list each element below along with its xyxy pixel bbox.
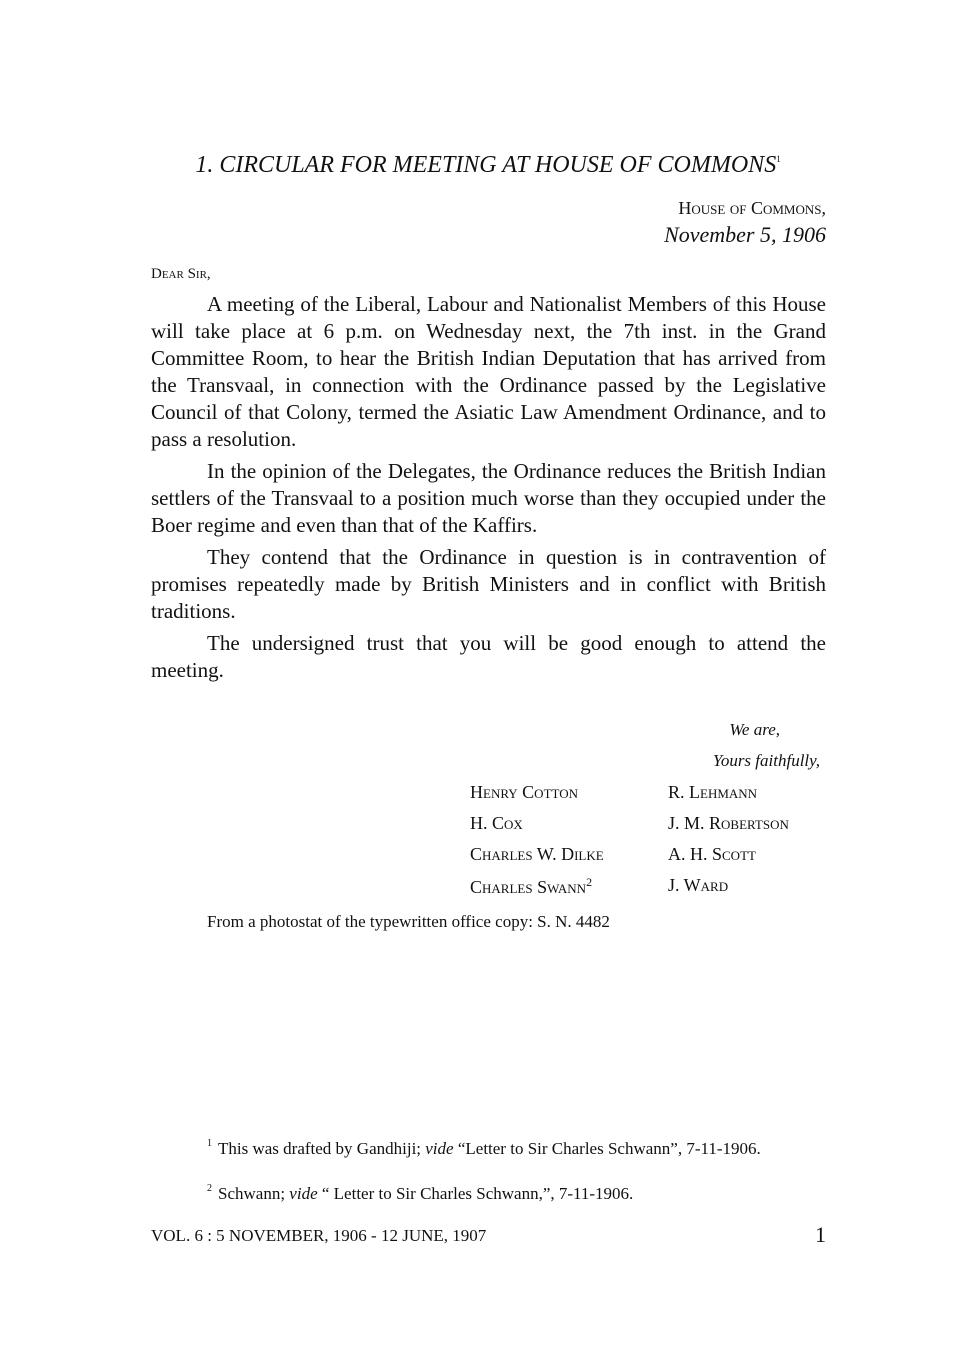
title-text: 1. CIRCULAR FOR MEETING AT HOUSE OF COMMONS bbox=[195, 152, 777, 178]
footnote-1-vide: vide bbox=[425, 1139, 454, 1158]
footnote-2-post: “ Letter to Sir Charles Schwann,”, 7-11-1906. bbox=[317, 1184, 634, 1203]
footnote-2-pre: Schwann; bbox=[218, 1184, 290, 1203]
footnote-1-post: “Letter to Sir Charles Schwann”, 7-11-1906. bbox=[453, 1139, 761, 1158]
signatory-left-4-name: Charles Swann bbox=[470, 877, 587, 897]
footnote-1 bbox=[151, 1133, 826, 1160]
salutation: Dear Sir, bbox=[151, 266, 211, 282]
closing-yours-faithfully: Yours faithfully, bbox=[712, 751, 820, 770]
paragraph-1: A meeting of the Liberal, Labour and Nationalist Members of this House will take place at 6 p.m. on Wednesday next, the 7th inst. in the Grand Committee Room, to hear the British Indian Deputation that has arrived from the Transvaal, in connection with the Ordinance passed by the Legislative Council of that Colony, termed the Asiatic Law Amendment Ordinance, and to pass a resolution. bbox=[151, 292, 826, 451]
letter-date: November 5, 1906 bbox=[664, 222, 826, 247]
paragraph-2: In the opinion of the Delegates, the Ordinance reduces the British Indian settlers of the Transvaal to a position much worse than they occupied under the Boer regime and even than that of the Kaffirs. bbox=[151, 459, 826, 537]
signatory-left-4 bbox=[470, 875, 592, 898]
source-note: From a photostat of the typewritten office copy: S. N. 4482 bbox=[207, 912, 610, 931]
signatory-right-1: R. Lehmann bbox=[668, 782, 758, 802]
page-number: 1 bbox=[815, 1222, 826, 1247]
signatory-left-2: H. Cox bbox=[470, 813, 523, 833]
signatory-right-3: A. H. Scott bbox=[668, 844, 756, 864]
title-footnote-ref: 1 bbox=[776, 154, 781, 164]
paragraph-3: They contend that the Ordinance in question is in contravention of promises repeatedly made by British Ministers and in conflict with British traditions. bbox=[151, 545, 826, 623]
footnote-2 bbox=[151, 1178, 826, 1205]
closing-we-are: We are, bbox=[729, 720, 780, 739]
footnote-1-pre: This was drafted by Gandhiji; bbox=[218, 1139, 426, 1158]
signatory-left-3: Charles W. Dilke bbox=[470, 844, 604, 864]
footer-volume: VOL. 6 : 5 NOVEMBER, 1906 - 12 JUNE, 1907 bbox=[151, 1226, 487, 1245]
letter-body bbox=[151, 291, 826, 689]
signatory-left-1: Henry Cotton bbox=[470, 782, 578, 802]
footnote-2-number: 2 bbox=[207, 1183, 212, 1194]
address-block bbox=[664, 198, 826, 248]
footnote-1-number: 1 bbox=[207, 1138, 212, 1149]
signatory-footnote-ref: 2 bbox=[586, 875, 593, 889]
signatory-right-4: J. Ward bbox=[668, 875, 729, 895]
page-title bbox=[150, 152, 826, 179]
signatory-right-2: J. M. Robertson bbox=[668, 813, 789, 833]
footnote-2-vide: vide bbox=[289, 1184, 318, 1203]
paragraph-4: The undersigned trust that you will be good enough to attend the meeting. bbox=[151, 631, 826, 682]
address-place: House of Commons, bbox=[678, 198, 826, 218]
